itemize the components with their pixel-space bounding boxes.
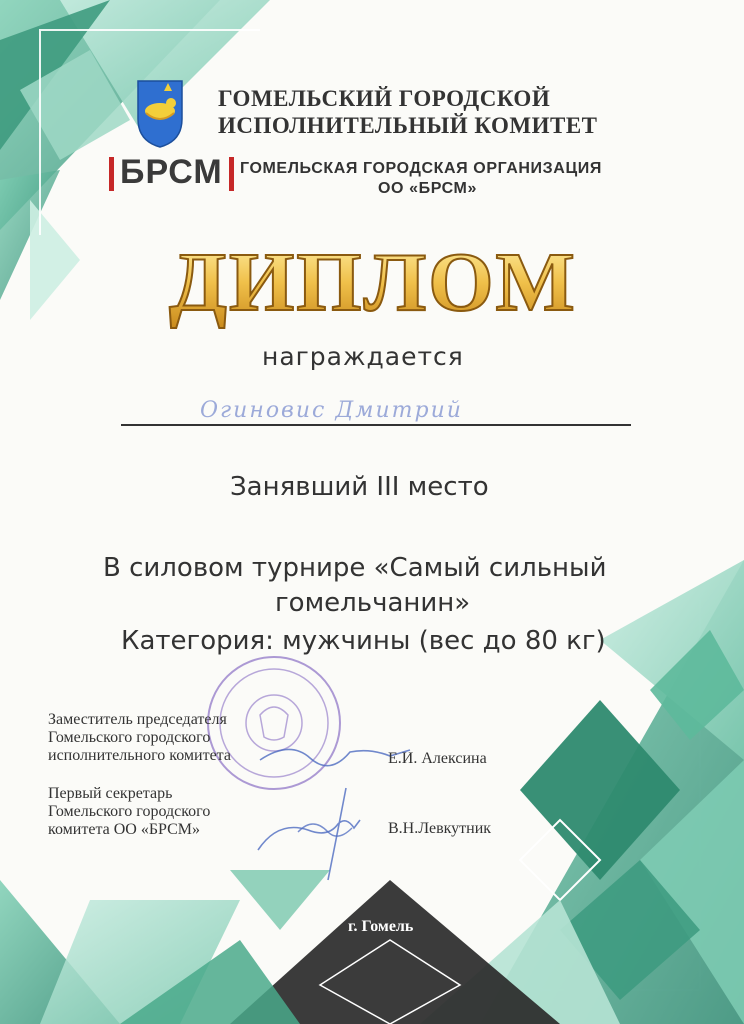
organization-line-2: ОО «БРСМ» <box>378 180 477 197</box>
gomel-coat-of-arms-icon <box>134 79 186 149</box>
signatory-1-position-line: Заместитель председателя <box>48 711 227 728</box>
event-line-2: гомельчанин» <box>275 588 471 618</box>
city-label: г. Гомель <box>348 918 414 935</box>
recipient-underline <box>121 424 631 426</box>
brsm-logo-text: БРСМ <box>120 153 223 191</box>
signatory-2-position-line: Первый секретарь <box>48 785 173 802</box>
signatory-1-position-line: Гомельского городского <box>48 729 211 746</box>
brsm-logo <box>103 153 240 192</box>
diploma-title <box>158 228 588 338</box>
category-text: Категория: мужчины (вес до 80 кг) <box>121 626 606 656</box>
place-text: Занявший III место <box>230 472 489 502</box>
logo-bar <box>109 157 114 191</box>
header-line-2: ИСПОЛНИТЕЛЬНЫЙ КОМИТЕТ <box>218 113 598 138</box>
organization-line-1: ГОМЕЛЬСКАЯ ГОРОДСКАЯ ОРГАНИЗАЦИЯ <box>240 160 602 177</box>
signatory-1-position-line: исполнительного комитета <box>48 747 231 764</box>
signatory-1-name: Е.И. Алексина <box>388 750 487 767</box>
corner-triangle <box>30 200 80 320</box>
signatory-1-position <box>48 711 231 765</box>
awarded-label: награждается <box>262 342 464 371</box>
signatory-2-position-line: Гомельского городского <box>48 803 211 820</box>
diploma-title-text: ДИПЛОМ <box>169 236 577 329</box>
logo-bar <box>229 157 234 191</box>
signatory-2-name: В.Н.Левкутник <box>388 820 492 837</box>
signatory-2-position-line: комитета ОО «БРСМ» <box>48 821 201 838</box>
event-line-1: В силовом турнире «Самый сильный <box>103 553 607 583</box>
signatory-2-position <box>48 785 210 839</box>
signature-2 <box>228 780 398 890</box>
recipient-handwritten: Огиновис Дмитрий <box>200 398 463 423</box>
header-line-1: ГОМЕЛЬСКИЙ ГОРОДСКОЙ <box>218 86 551 111</box>
